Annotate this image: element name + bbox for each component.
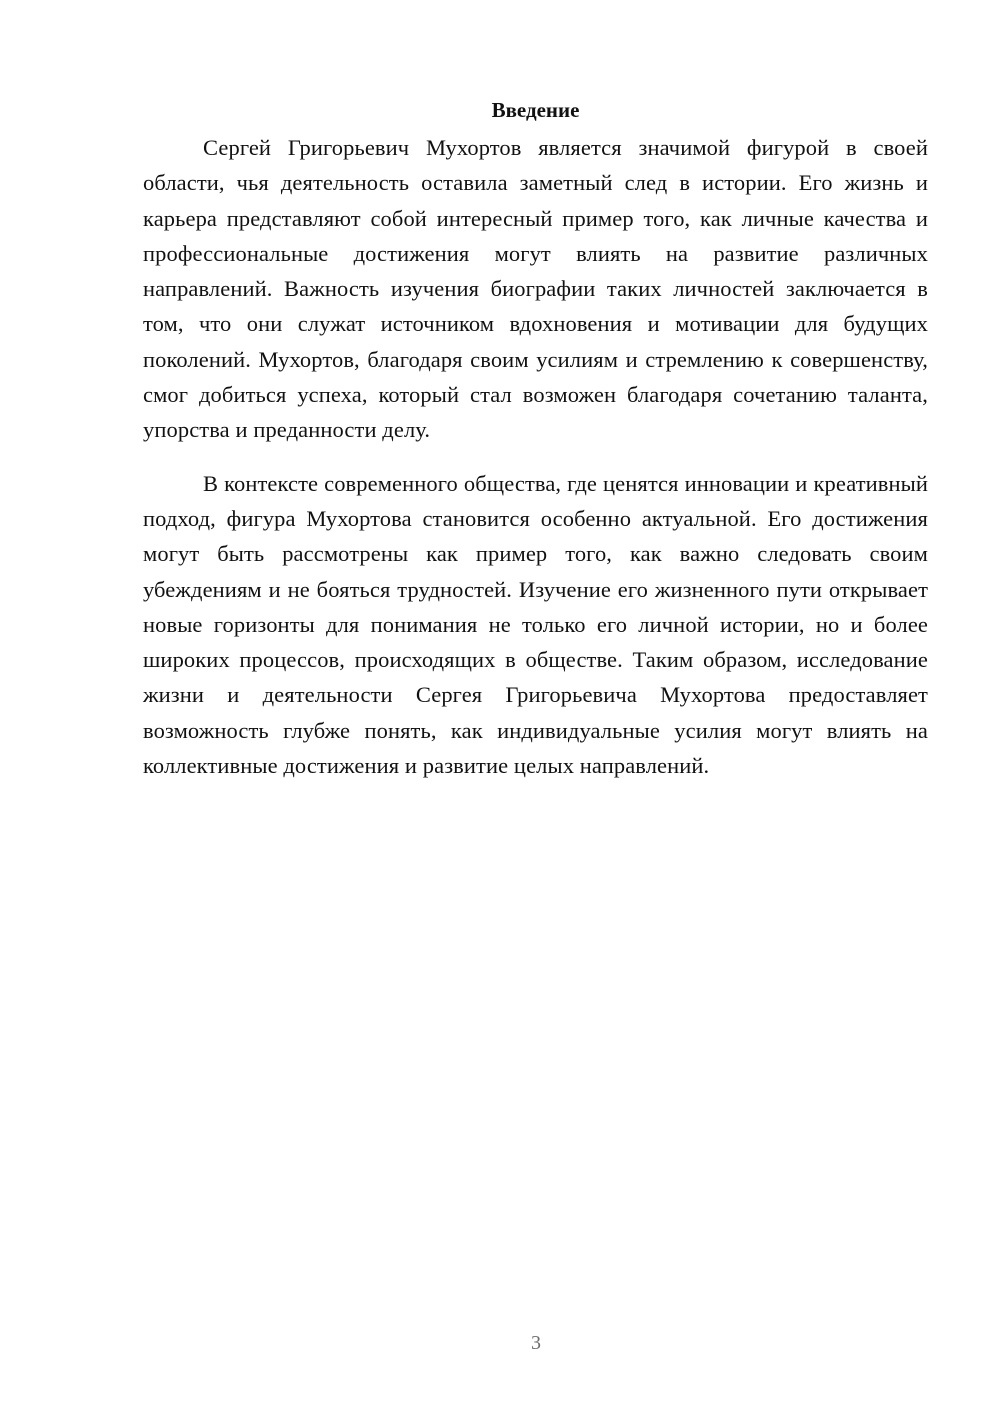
paragraph-2: В контексте современного общества, где ценятся инновации и креативный подход, фигура Мухортова становится особенно актуальной. Его достижения могут быть рассмотрены как пример того, как важно следовать своим убеждениям и не бояться трудностей. Изучение его жизненного пути открывает новые горизонты для понимания не только его личной истории, но и более широких процессов, происходящих в обществе. Таким образом, исследование жизни и деятельности Сергея Григорьевича Мухортова предоставляет возможность глубже понять, как индивидуальные усилия могут влиять на коллективные достижения и развитие целых направлений. [143,470,928,779]
page-content [143,92,928,801]
section-heading: Введение [491,98,580,122]
paragraph-1: Сергей Григорьевич Мухортов является значимой фигурой в своей области, чья деятельность оставила заметный след в истории. Его жизнь и карьера представляют собой интересный пример того, как личные качества и профессиональные достижения могут влиять на развитие различных направлений. Важность изучения биографии таких личностей заключается в том, что они служат источником вдохновения и мотивации для будущих поколений. Мухортов, благодаря своим усилиям и стремлению к совершенству, смог добиться успеха, который стал возможен благодаря сочетанию таланта, упорства и преданности делу. [143,135,928,443]
page-number: 3 [531,1332,541,1354]
